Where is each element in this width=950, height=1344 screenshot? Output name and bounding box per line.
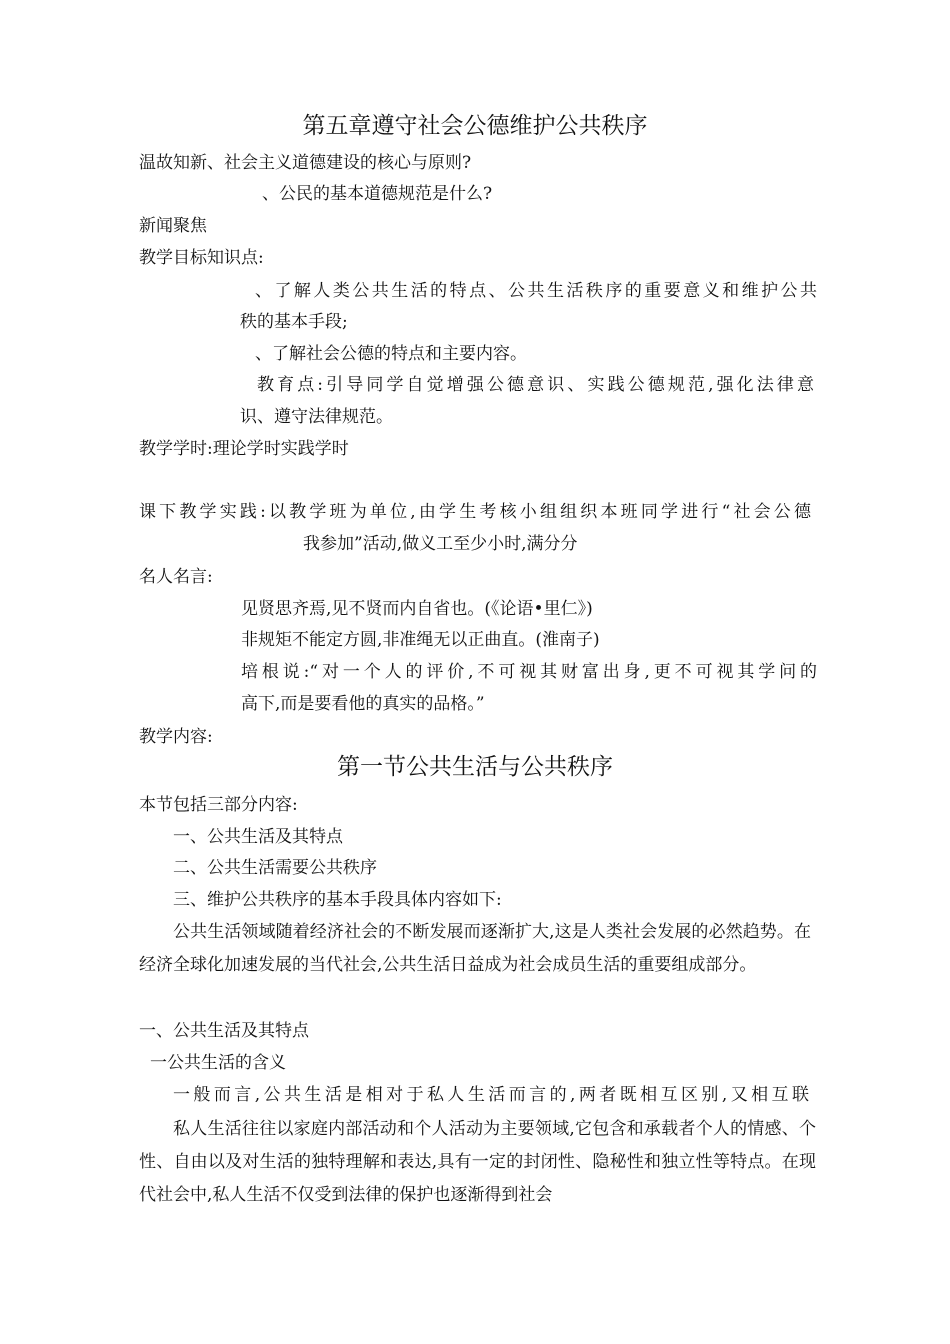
section-title: 第一节公共生活与公共秩序 xyxy=(337,754,613,780)
chapter-title: 第五章遵守社会公德维护公共秩序 xyxy=(302,113,648,139)
quote-1: 见贤思齐焉,见不贤而内自省也。(《论语•里仁》) xyxy=(241,599,593,619)
practice-line-1: 课下教学实践:以教学班为单位,由学生考核小组组织本班同学进行“社会公德 xyxy=(139,502,811,522)
paragraph-private-life: 私人生活往往以家庭内部活动和个人活动为主要领域,它包含和承载者个人的情感、个性、自由以及对生活的独特理解和表达,具有一定的封闭性、隐秘性和独立性等特点。在现代社会中,私人生活不仅受到法律的保护也逐渐得到社会 xyxy=(139,1119,816,1205)
quotes-label: 名人名言: xyxy=(139,567,213,587)
part-1: 一、公共生活及其特点 xyxy=(173,827,343,847)
news-focus-label: 新闻聚焦 xyxy=(139,216,207,236)
objectives-label: 教学目标知识点: xyxy=(139,248,264,268)
education-point-line-1: 教育点:引导同学自觉增强公德意识、实践公德规范,强化法律意 xyxy=(257,375,814,395)
quote-3-line-2: 高下,而是要看他的真实的品格。” xyxy=(241,694,485,714)
quote-2: 非规矩不能定方圆,非准绳无以正曲直。(淮南子) xyxy=(241,630,600,650)
quote-3-line-1: 培根说:“对一个人的评价,不可视其财富出身,更不可视其学问的 xyxy=(241,662,817,682)
subheading-meaning: 一公共生活的含义 xyxy=(150,1053,286,1073)
education-point-line-2: 识、遵守法律规范。 xyxy=(240,407,393,427)
heading-public-life: 一、公共生活及其特点 xyxy=(139,1021,309,1041)
paragraph-public-life-expansion: 公共生活领域随着经济社会的不断发展而逐渐扩大,这是人类社会发展的必然趋势。在经济全球化加速发展的当代社会,公共生活日益成为社会成员生活的重要组成部分。 xyxy=(139,922,811,975)
review-question-1: 温故知新、社会主义道德建设的核心与原则? xyxy=(139,153,472,173)
teaching-hours: 教学学时:理论学时实践学时 xyxy=(139,439,349,459)
teaching-content-label: 教学内容: xyxy=(139,727,213,747)
objective-1-line-2: 秩的基本手段; xyxy=(240,312,348,332)
review-question-2: 、公民的基本道德规范是什么? xyxy=(262,184,493,204)
part-3: 三、维护公共秩序的基本手段具体内容如下: xyxy=(173,890,502,910)
part-2: 二、公共生活需要公共秩序 xyxy=(173,858,377,878)
practice-line-2: 我参加”活动,做义工至少小时,满分分 xyxy=(303,534,578,554)
paragraph-definition: 一般而言,公共生活是相对于私人生活而言的,两者既相互区别,又相互联 xyxy=(173,1085,809,1105)
objective-1-line-1: 、了解人类公共生活的特点、公共生活秩序的重要意义和维护公共 xyxy=(255,281,817,301)
section-intro: 本节包括三部分内容: xyxy=(139,795,298,815)
objective-2: 、了解社会公德的特点和主要内容。 xyxy=(255,344,527,364)
